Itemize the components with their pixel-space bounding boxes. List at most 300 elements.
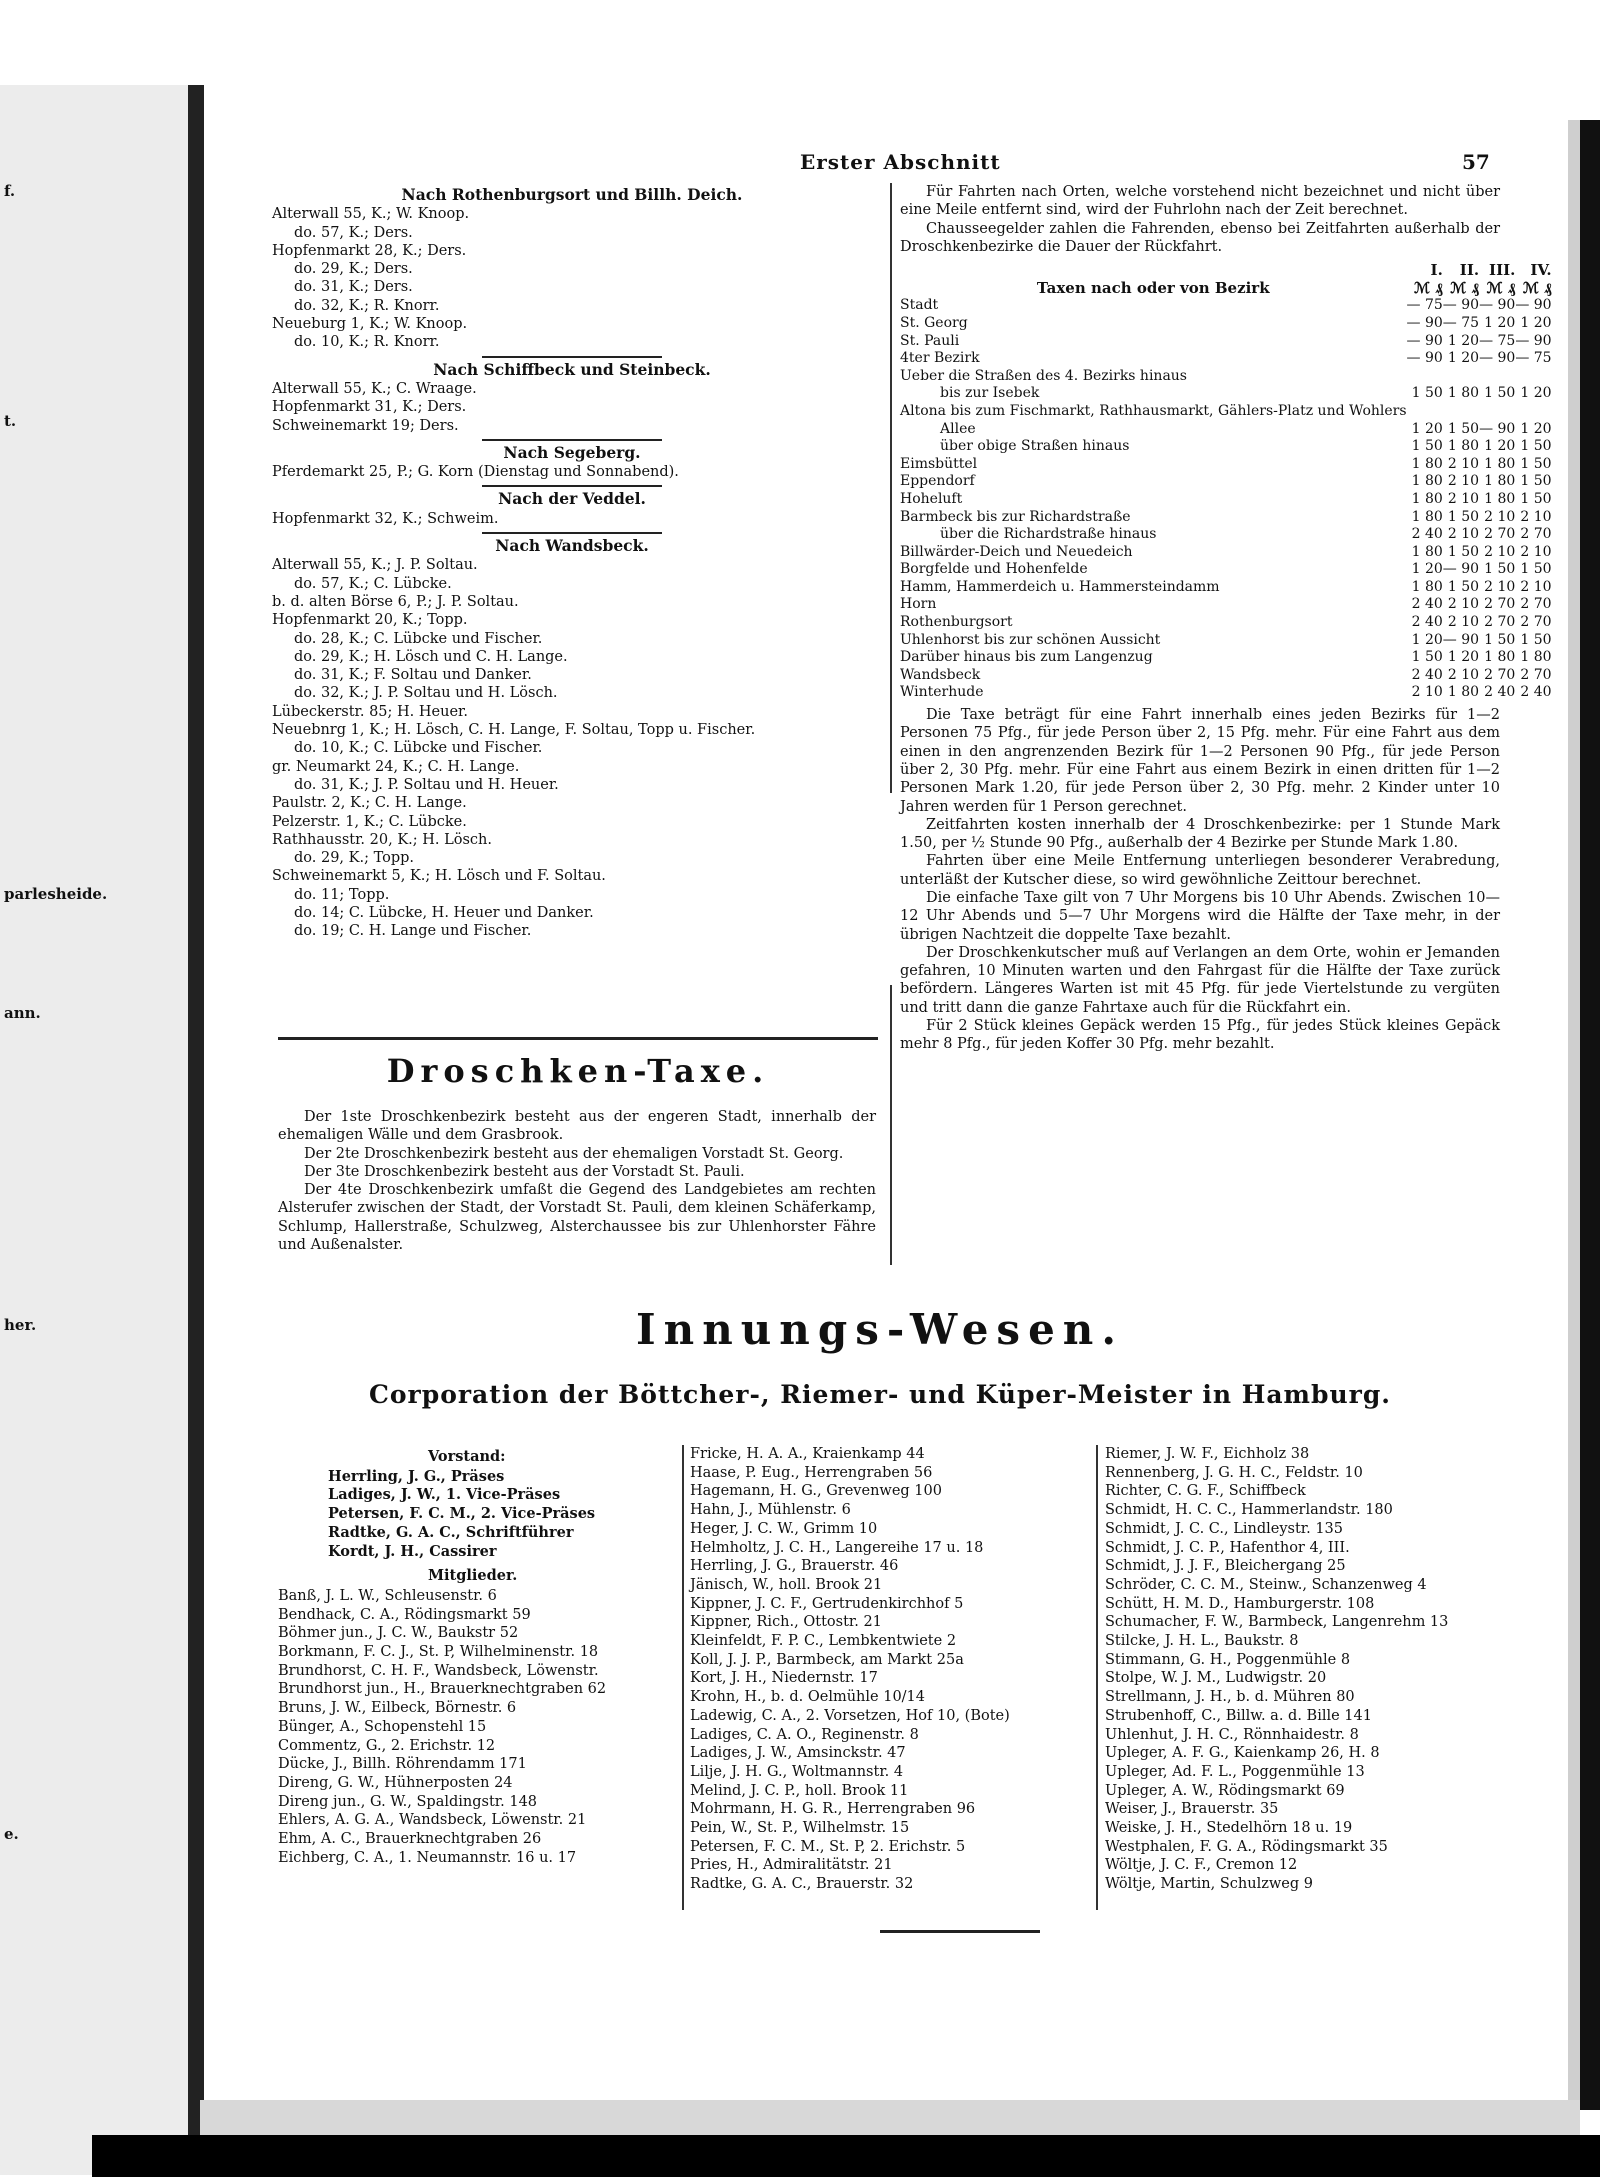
route-line: do. 57, K.; Ders.: [294, 224, 413, 241]
fare-value: 1 50: [1520, 455, 1552, 472]
member-entry: Haase, P. Eug., Herrengraben 56: [690, 1464, 933, 1481]
member-entry: Ladiges, J. W., Amsinckstr. 47: [690, 1745, 906, 1762]
member-entry: Schmidt, J. C. P., Hafenthor 4, III.: [1105, 1539, 1350, 1556]
end-rule: [880, 1930, 1040, 1933]
route-line: do. 31, K.; Ders.: [294, 279, 413, 296]
route-line: Neuebnrg 1, K.; H. Lösch, C. H. Lange, F. Soltau, Topp u. Fischer.: [272, 722, 756, 739]
fare-value: — 75: [1406, 297, 1443, 314]
route-line: gr. Neumarkt 24, K.; C. H. Lange.: [272, 758, 520, 775]
district-para: Der 3te Droschkenbezirk besteht aus der Vorstadt St. Pauli.: [304, 1163, 745, 1180]
fare-value: 1 80: [1411, 455, 1443, 472]
fare-place: Eppendorf: [900, 473, 975, 490]
fare-value: 1 80: [1484, 473, 1516, 490]
fare-value: 1 20: [1447, 350, 1480, 367]
fare-row: [900, 561, 1552, 579]
fare-value: — 90: [1515, 332, 1552, 349]
route-line: do. 29, K.; Topp.: [294, 850, 415, 867]
fare-value: 2 10: [1447, 473, 1480, 490]
fare-row: [900, 421, 1552, 439]
fare-value: 1 20: [1411, 420, 1443, 437]
member-entry: Riemer, J. W. F., Eichholz 38: [1105, 1446, 1310, 1462]
fare-value: 2 10: [1447, 490, 1480, 507]
member-entry: Melind, J. C. P., holl. Brook 11: [690, 1782, 909, 1799]
routes-column: [272, 183, 872, 941]
member-entry: Upleger, Ad. F. L., Poggenmühle 13: [1105, 1763, 1365, 1780]
fare-value: 1 50: [1411, 438, 1443, 455]
fare-value: 1 50: [1484, 561, 1516, 578]
fare-value: 2 70: [1484, 596, 1516, 613]
fare-value: 2 10: [1484, 543, 1516, 560]
section-rule: [482, 356, 662, 358]
member-entry: Weiske, J. H., Stedelhörn 18 u. 19: [1105, 1820, 1353, 1837]
fare-value: 1 20: [1411, 561, 1443, 578]
route-line: do. 10, K.; C. Lübcke und Fischer.: [294, 740, 543, 757]
route-line: do. 29, K.; H. Lösch und C. H. Lange.: [294, 648, 568, 665]
fare-value: 1 80: [1447, 684, 1480, 701]
route-line: do. 14; C. Lübcke, H. Heuer und Danker.: [294, 904, 594, 921]
members-col-1: [278, 1448, 678, 1867]
route-line: do. 28, K.; C. Lübcke und Fischer.: [294, 630, 543, 647]
fare-value: 2 10: [1520, 578, 1552, 595]
fare-value: 1 50: [1447, 578, 1480, 595]
fare-value: 2 40: [1520, 684, 1552, 701]
tax-rules: [900, 706, 1500, 1054]
intro-para: Für Fahrten nach Orten, welche vorstehend nicht bezeichnet und nicht über eine Meile entfernt sind, wird der Fuhrlohn nach der Zeit berechnet.: [900, 184, 1500, 219]
fare-place: über obige Straßen hinaus: [940, 438, 1130, 455]
fare-place: Wandsbeck: [900, 666, 981, 683]
fare-value: 2 10: [1520, 508, 1552, 525]
fare-row: [900, 297, 1552, 315]
fare-place: Allee: [940, 420, 976, 437]
member-entry: Westphalen, F. G. A., Rödingsmarkt 35: [1105, 1838, 1388, 1855]
fare-place: 4ter Bezirk: [900, 350, 980, 367]
fare-value: 1 20: [1520, 314, 1552, 331]
vorstand-heading: Vorstand:: [428, 1448, 506, 1465]
route-line: Hopfenmarkt 32, K.; Schweim.: [272, 510, 499, 527]
fare-row: [900, 614, 1552, 632]
fare-value: 1 80: [1447, 438, 1480, 455]
fare-value: 1 20: [1484, 438, 1516, 455]
fare-value: 1 80: [1411, 490, 1443, 507]
route-heading: Nach Rothenburgsort und Billh. Deich.: [401, 185, 743, 204]
route-line: Schweinemarkt 5, K.; H. Lösch und F. Soltau.: [272, 868, 606, 885]
district-para: Der 2te Droschkenbezirk besteht aus der ehemaligen Vorstadt St. Georg.: [304, 1145, 844, 1162]
member-entry: Schmidt, H. C. C., Hammerlandstr. 180: [1105, 1502, 1393, 1519]
column-divider: [890, 183, 892, 793]
col-head: I.: [1430, 261, 1443, 280]
column-divider: [890, 985, 892, 1265]
route-line: Lübeckerstr. 85; H. Heuer.: [272, 703, 468, 720]
route-line: do. 57, K.; C. Lübcke.: [294, 575, 452, 592]
member-entry: Pries, H., Admiralitätstr. 21: [690, 1857, 893, 1874]
fare-table-units: [900, 280, 1552, 298]
mitglieder-heading: Mitglieder.: [428, 1567, 518, 1585]
fare-value: 1 80: [1484, 455, 1516, 472]
member-entry: Heger, J. C. W., Grimm 10: [690, 1520, 878, 1537]
column-divider: [682, 1445, 684, 1910]
member-entry: Ladewig, C. A., 2. Vorsetzen, Hof 10, (Bote): [690, 1707, 1010, 1724]
fare-place: über die Richardstraße hinaus: [940, 526, 1157, 543]
fare-place: St. Pauli: [900, 332, 960, 349]
member-entry: Schmidt, J. C. C., Lindleystr. 135: [1105, 1520, 1344, 1537]
fare-value: [1515, 403, 1551, 421]
fare-value: 1 50: [1447, 420, 1480, 437]
margin-fragment: her.: [4, 1316, 37, 1334]
fare-value: — 90: [1479, 297, 1516, 314]
fare-value: 1 50: [1520, 490, 1552, 507]
member-entry: Bendhack, C. A., Rödingsmarkt 59: [278, 1606, 531, 1623]
fare-value: 1 20: [1520, 420, 1552, 437]
member-entry: Petersen, F. C. M., St. P, 2. Erichstr. 5: [690, 1838, 966, 1855]
section-rule: [482, 532, 662, 534]
fare-value: 2 40: [1484, 684, 1516, 701]
member-entry: Mohrmann, H. G. R., Herrengraben 96: [690, 1801, 976, 1818]
route-line: Pelzerstr. 1, K.; C. Lübcke.: [272, 813, 467, 830]
member-entry: Eichberg, C. A., 1. Neumannstr. 16 u. 17: [278, 1849, 577, 1866]
margin-fragment: parlesheide.: [4, 885, 108, 903]
droschken-text: [278, 1108, 876, 1254]
member-entry: Hahn, J., Mühlenstr. 6: [690, 1502, 851, 1519]
fare-value: [1515, 368, 1551, 386]
fare-value: 2 70: [1484, 614, 1516, 631]
fare-value: 1 50: [1411, 649, 1443, 666]
fare-row: [900, 403, 1552, 421]
fare-value: 1 50: [1520, 561, 1552, 578]
rule-para: Fahrten über eine Meile Entfernung unterliegen besonderer Verabredung, unterläßt der Kutscher diese, so wird gewöhnliche Zeittour berechnet.: [900, 853, 1500, 888]
fare-value: [1479, 368, 1515, 386]
fare-value: 1 50: [1411, 385, 1443, 402]
fare-value: 2 10: [1484, 508, 1516, 525]
member-entry: Ehlers, A. G. A., Wandsbeck, Löwenstr. 21: [278, 1812, 587, 1829]
vorstand-list: [278, 1468, 678, 1562]
col-head: II.: [1459, 261, 1480, 280]
innungs-title: Innungs-Wesen.: [636, 1305, 1124, 1354]
fare-row: [900, 667, 1552, 685]
route-line: Alterwall 55, K.; J. P. Soltau.: [272, 557, 478, 574]
fare-value: 2 10: [1411, 684, 1443, 701]
fare-value: [1407, 403, 1443, 421]
fare-value: 2 70: [1520, 526, 1552, 543]
route-line: Neueburg 1, K.; W. Knoop.: [272, 316, 468, 333]
member-entry: Stimmann, G. H., Poggenmühle 8: [1105, 1651, 1351, 1668]
fare-value: — 90: [1442, 631, 1480, 648]
board-member: Radtke, G. A. C., Schriftführer: [328, 1523, 574, 1541]
fare-place: Uhlenhorst bis zur schönen Aussicht: [900, 631, 1161, 648]
page-gutter: [188, 85, 204, 2175]
route-line: do. 19; C. H. Lange und Fischer.: [294, 923, 532, 940]
fare-row: [900, 333, 1552, 351]
fare-value: — 90: [1479, 350, 1516, 367]
rule-para: Die einfache Taxe gilt von 7 Uhr Morgens bis 10 Uhr Abends. Zwischen 10—12 Uhr Abends und 5—7 Uhr Morgens wird die Hälfte der Taxe mehr, in der übrigen Nachtzeit die doppelte Taxe bezahlt.: [900, 890, 1500, 943]
member-entry: Krohn, H., b. d. Oelmühle 10/14: [690, 1689, 926, 1706]
fare-value: 1 20: [1411, 631, 1443, 648]
fare-value: — 90: [1479, 420, 1516, 437]
fare-value: — 90: [1442, 561, 1480, 578]
unit-label: ℳ ₰: [1486, 278, 1516, 297]
member-entry: Koll, J. J. P., Barmbeck, am Markt 25a: [690, 1651, 964, 1668]
page-number: 57: [1462, 150, 1490, 174]
member-entry: Kort, J. H., Niedernstr. 17: [690, 1670, 878, 1687]
member-entry: Wöltje, J. C. F., Cremon 12: [1105, 1857, 1298, 1874]
member-entry: Kleinfeldt, F. P. C., Lembkentwiete 2: [690, 1633, 957, 1650]
rule-para: Für 2 Stück kleines Gepäck werden 15 Pfg., für jedes Stück kleines Gepäck mehr 8 Pfg., für jeden Koffer 30 Pfg. mehr bezahlt.: [900, 1018, 1500, 1053]
fare-value: 2 10: [1447, 526, 1480, 543]
fare-value: 1 80: [1411, 473, 1443, 490]
board-member: Ladiges, J. W., 1. Vice-Präses: [328, 1486, 561, 1504]
fare-value: — 90: [1442, 297, 1480, 314]
members-col-3: [1105, 1445, 1545, 1894]
col-head: III.: [1489, 261, 1516, 280]
intro-para: Chausseegelder zahlen die Fahrenden, ebenso bei Zeitfahrten außerhalb der Droschkenbezirke die Dauer der Rückfahrt.: [900, 220, 1500, 255]
member-entry: Uhlenhut, J. H. C., Rönnhaidestr. 8: [1105, 1726, 1359, 1743]
route-line: Pferdemarkt 25, P.; G. Korn (Dienstag und Sonnabend).: [272, 464, 679, 481]
droschken-title: Droschken-Taxe.: [386, 1052, 770, 1090]
fare-value: 1 50: [1484, 631, 1516, 648]
running-head: Erster Abschnitt: [800, 150, 1001, 174]
fare-place: Billwärder-Deich und Neuedeich: [900, 543, 1133, 560]
member-entry: Schröder, C. C. M., Steinw., Schanzenweg 4: [1105, 1576, 1427, 1593]
tax-column: [900, 183, 1552, 1054]
section-rule: [482, 485, 662, 487]
scan-border-bottom: [92, 2135, 1600, 2177]
members-list: [278, 1587, 678, 1868]
col-head: IV.: [1530, 261, 1552, 280]
member-entry: Richter, C. G. F., Schiffbeck: [1105, 1483, 1306, 1500]
fare-value: — 75: [1479, 332, 1516, 349]
member-entry: Stilcke, J. H. L., Baukstr. 8: [1105, 1633, 1299, 1650]
fare-place: Eimsbüttel: [900, 455, 978, 472]
member-entry: Brundhorst, C. H. F., Wandsbeck, Löwenstr.: [278, 1662, 599, 1679]
fare-row: [900, 473, 1552, 491]
fare-table-label: Taxen nach oder von Bezirk: [1036, 278, 1270, 297]
fare-value: 2 70: [1520, 596, 1552, 613]
member-entry: Ladiges, C. A. O., Reginenstr. 8: [690, 1726, 919, 1743]
fare-value: [1443, 368, 1479, 386]
fare-row: [900, 632, 1552, 650]
fare-row: [900, 596, 1552, 614]
fare-value: [1479, 403, 1515, 421]
fare-value: 1 80: [1411, 543, 1443, 560]
fare-value: 2 10: [1447, 666, 1480, 683]
fare-place: Winterhude: [900, 684, 984, 701]
fare-value: 1 80: [1484, 490, 1516, 507]
route-line: Alterwall 55, K.; W. Knoop.: [272, 206, 470, 223]
member-entry: Bruns, J. W., Eilbeck, Börnestr. 6: [278, 1700, 517, 1717]
fare-row: [900, 649, 1552, 667]
fare-value: 2 10: [1447, 455, 1480, 472]
member-entry: Upleger, A. F. G., Kaienkamp 26, H. 8: [1105, 1745, 1380, 1762]
route-heading: Nach Wandsbeck.: [495, 536, 649, 556]
member-entry: Schütt, H. M. D., Hamburgerstr. 108: [1105, 1595, 1375, 1612]
member-entry: Brundhorst jun., H., Brauerknechtgraben 62: [278, 1681, 607, 1698]
fare-value: [1407, 368, 1443, 386]
margin-fragment: ann.: [4, 1004, 41, 1022]
fare-value: 2 10: [1484, 578, 1516, 595]
member-entry: Fricke, H. A. A., Kraienkamp 44: [690, 1446, 925, 1462]
fare-value: 1 80: [1520, 649, 1552, 666]
fare-value: — 90: [1515, 297, 1552, 314]
route-line: Hopfenmarkt 28, K.; Ders.: [272, 242, 467, 259]
fare-row: [900, 544, 1552, 562]
route-line: Alterwall 55, K.; C. Wraage.: [272, 380, 477, 397]
fare-value: 2 10: [1520, 543, 1552, 560]
route-line: do. 10, K.; R. Knorr.: [294, 334, 440, 351]
route-heading: Nach Schiffbeck und Steinbeck.: [433, 359, 711, 379]
rule-para: Zeitfahrten kosten innerhalb der 4 Droschkenbezirke: per 1 Stunde Mark 1.50, per ½ Stunde 90 Pfg., außerhalb der 4 Bezirke per Stunde Mark 1.80.: [900, 816, 1500, 852]
fare-place: Ueber die Straßen des 4. Bezirks hinaus: [900, 367, 1187, 384]
member-entry: Schumacher, F. W., Barmbeck, Langenrehm 13: [1105, 1614, 1449, 1631]
fare-value: 2 70: [1484, 666, 1516, 683]
fare-value: — 75: [1442, 314, 1480, 331]
route-heading: Nach Segeberg.: [503, 442, 641, 462]
fare-value: 2 10: [1447, 614, 1480, 631]
member-entry: Stolpe, W. J. M., Ludwigstr. 20: [1105, 1670, 1327, 1687]
board-member: Herrling, J. G., Präses: [328, 1467, 505, 1485]
fare-row: [900, 315, 1552, 333]
board-member: Kordt, J. H., Cassirer: [328, 1542, 497, 1560]
board-member: Petersen, F. C. M., 2. Vice-Präses: [328, 1505, 596, 1523]
member-entry: Kippner, Rich., Ottostr. 21: [690, 1614, 882, 1631]
route-line: do. 31, K.; F. Soltau und Danker.: [294, 667, 532, 684]
member-entry: Rennenberg, J. G. H. C., Feldstr. 10: [1105, 1464, 1363, 1481]
facing-page: [0, 85, 193, 2175]
corporation-subtitle: Corporation der Böttcher-, Riemer- und Küper-Meister in Hamburg.: [368, 1380, 1392, 1409]
fare-place: Darüber hinaus bis zum Langenzug: [900, 649, 1153, 666]
fare-value: 1 50: [1484, 385, 1516, 402]
unit-label: ℳ ₰: [1450, 278, 1480, 297]
fare-place: St. Georg: [900, 314, 968, 331]
fare-row: [900, 491, 1552, 509]
member-entry: Schmidt, J. J. F., Bleichergang 25: [1105, 1558, 1346, 1575]
member-entry: Ehm, A. C., Brauerknechtgraben 26: [278, 1831, 542, 1848]
route-line: do. 32, K.; J. P. Soltau und H. Lösch.: [294, 685, 558, 702]
fare-value: 1 50: [1447, 508, 1480, 525]
member-entry: Dücke, J., Billh. Röhrendamm 171: [278, 1756, 527, 1773]
fare-value: 1 50: [1520, 631, 1552, 648]
fare-row: [900, 438, 1552, 456]
fare-place: Altona bis zum Fischmarkt, Rathhausmarkt, Gählers-Platz und Wohlers: [900, 402, 1407, 419]
fare-place: Horn: [900, 596, 937, 613]
fare-value: 1 20: [1520, 385, 1552, 402]
fare-table: [900, 262, 1552, 702]
route-line: do. 29, K.; Ders.: [294, 261, 413, 278]
district-para: Der 1ste Droschkenbezirk besteht aus der engeren Stadt, innerhalb der ehemaligen Wälle und dem Grasbrook.: [278, 1109, 876, 1144]
rule-para: Die Taxe beträgt für eine Fahrt innerhalb eines jeden Bezirks für 1—2 Personen 75 Pfg., für jede Person über 2, 15 Pfg. mehr. Für eine Fahrt aus dem einen in den angrenzenden Bezirk für 1—2 Personen 90 Pfg., für jede Person über 2, 30 Pfg. mehr. Für eine Fahrt aus einem Bezirk in einen dritten für 1—2 Personen Mark 1.20, für jede Person über 2, 30 Pfg. mehr. 2 Kinder unter 10 Jahren werden für 1 Person gerechnet.: [900, 707, 1500, 815]
member-entry: Strubenhoff, C., Billw. a. d. Bille 141: [1105, 1707, 1372, 1724]
member-entry: Strellmann, J. H., b. d. Mühren 80: [1105, 1689, 1355, 1706]
member-entry: Commentz, G., 2. Erichstr. 12: [278, 1737, 496, 1754]
route-line: do. 31, K.; J. P. Soltau und H. Heuer.: [294, 776, 559, 793]
route-line: Hopfenmarkt 20, K.; Topp.: [272, 612, 468, 629]
route-line: b. d. alten Börse 6, P.; J. P. Soltau.: [272, 593, 519, 610]
member-entry: Kippner, J. C. F., Gertrudenkirchhof 5: [690, 1595, 964, 1612]
member-entry: Helmholtz, J. C. H., Langereihe 17 u. 18: [690, 1539, 984, 1556]
route-line: Hopfenmarkt 31, K.; Ders.: [272, 399, 467, 416]
member-entry: Weiser, J., Brauerstr. 35: [1105, 1801, 1279, 1818]
fare-place: Borgfelde und Hohenfelde: [900, 561, 1088, 578]
member-entry: Pein, W., St. P., Wilhelmstr. 15: [690, 1820, 910, 1837]
rule-para: Der Droschkenkutscher muß auf Verlangen an dem Orte, wohin er Jemanden gefahren, 10 Minuten warten und den Fahrgast für die Hälfte der Taxe zurück befördern. Längeres Warten ist mit 45 Pfg. für jede Viertelstunde zu vergüten und tritt dann die ganze Fahrtaxe auch für die Rückfahrt ein.: [900, 944, 1500, 1016]
fare-place: Hamm, Hammerdeich u. Hammersteindamm: [900, 578, 1220, 595]
fare-value: 2 40: [1411, 666, 1443, 683]
section-rule: [278, 1037, 878, 1040]
fare-place: Stadt: [900, 297, 939, 314]
fare-table-head: [900, 262, 1552, 280]
route-line: Paulstr. 2, K.; C. H. Lange.: [272, 795, 467, 812]
fare-row: [900, 368, 1552, 386]
fare-row: [900, 526, 1552, 544]
fare-row: [900, 456, 1552, 474]
fare-value: 1 20: [1447, 332, 1480, 349]
margin-fragment: e.: [4, 1825, 19, 1843]
fare-place: bis zur Isebek: [940, 385, 1040, 402]
fare-row: [900, 579, 1552, 597]
route-line: do. 11; Topp.: [294, 886, 390, 903]
fare-place: Rothenburgsort: [900, 614, 1013, 631]
margin-fragment: f.: [4, 182, 16, 200]
fare-place: Hoheluft: [900, 490, 963, 507]
column-divider: [1096, 1445, 1098, 1910]
fare-value: — 90: [1406, 314, 1443, 331]
district-para: Der 4te Droschkenbezirk umfaßt die Gegend des Landgebietes am rechten Alsterufer zwischen der Stadt, der Vorstadt St. Pauli, dem kleinen Schäferkamp, Schlump, Hallerstraße, Schulzweg, Alsterchaussee bis zur Uhlenhorster Fähre und Außenalster.: [278, 1182, 876, 1254]
fare-value: 1 80: [1484, 649, 1516, 666]
fare-row: [900, 385, 1552, 403]
member-entry: Jänisch, W., holl. Brook 21: [690, 1576, 883, 1593]
member-entry: Radtke, G. A. C., Brauerstr. 32: [690, 1876, 914, 1893]
member-entry: Bünger, A., Schopenstehl 15: [278, 1718, 487, 1735]
fare-value: 2 40: [1411, 614, 1443, 631]
scan-border: [1580, 120, 1600, 2110]
members-col-2: [690, 1445, 1090, 1894]
route-line: Rathhausstr. 20, K.; H. Lösch.: [272, 831, 492, 848]
fare-value: 1 20: [1484, 314, 1516, 331]
fare-value: — 90: [1406, 332, 1443, 349]
member-entry: Böhmer jun., J. C. W., Baukstr 52: [278, 1625, 519, 1642]
member-entry: Lilje, J. H. G., Woltmannstr. 4: [690, 1763, 904, 1780]
fare-value: 2 10: [1447, 596, 1480, 613]
fare-value: 1 80: [1447, 385, 1480, 402]
member-entry: Wöltje, Martin, Schulzweg 9: [1105, 1876, 1313, 1893]
route-line: Schweinemarkt 19; Ders.: [272, 417, 459, 434]
fare-value: 1 80: [1411, 578, 1443, 595]
fare-value: 2 70: [1484, 526, 1516, 543]
member-entry: Upleger, A. W., Rödingsmarkt 69: [1105, 1782, 1345, 1799]
fare-row: [900, 350, 1552, 368]
fare-value: — 75: [1515, 350, 1552, 367]
fare-value: 2 70: [1520, 666, 1552, 683]
fare-value: 1 80: [1411, 508, 1443, 525]
fare-value: 1 20: [1447, 649, 1480, 666]
member-entry: Borkmann, F. C. J., St. P, Wilhelminenstr. 18: [278, 1644, 599, 1661]
unit-label: ℳ ₰: [1522, 278, 1552, 297]
fare-value: [1443, 403, 1479, 421]
member-entry: Direng, G. W., Hühnerposten 24: [278, 1774, 513, 1791]
member-entry: Hagemann, H. G., Grevenweg 100: [690, 1483, 942, 1500]
member-entry: Direng jun., G. W., Spaldingstr. 148: [278, 1793, 538, 1810]
fare-value: 2 70: [1520, 614, 1552, 631]
fare-value: 2 40: [1411, 596, 1443, 613]
route-line: do. 32, K.; R. Knorr.: [294, 297, 440, 314]
fare-value: 1 50: [1520, 473, 1552, 490]
fare-row: [900, 684, 1552, 702]
unit-label: ℳ ₰: [1414, 278, 1443, 297]
route-heading: Nach der Veddel.: [498, 489, 646, 509]
member-entry: Banß, J. L. W., Schleusenstr. 6: [278, 1587, 497, 1604]
fare-value: 1 50: [1447, 543, 1480, 560]
margin-fragment: t.: [4, 412, 17, 430]
section-rule: [482, 439, 662, 441]
fare-place: Barmbeck bis zur Richardstraße: [900, 508, 1131, 525]
